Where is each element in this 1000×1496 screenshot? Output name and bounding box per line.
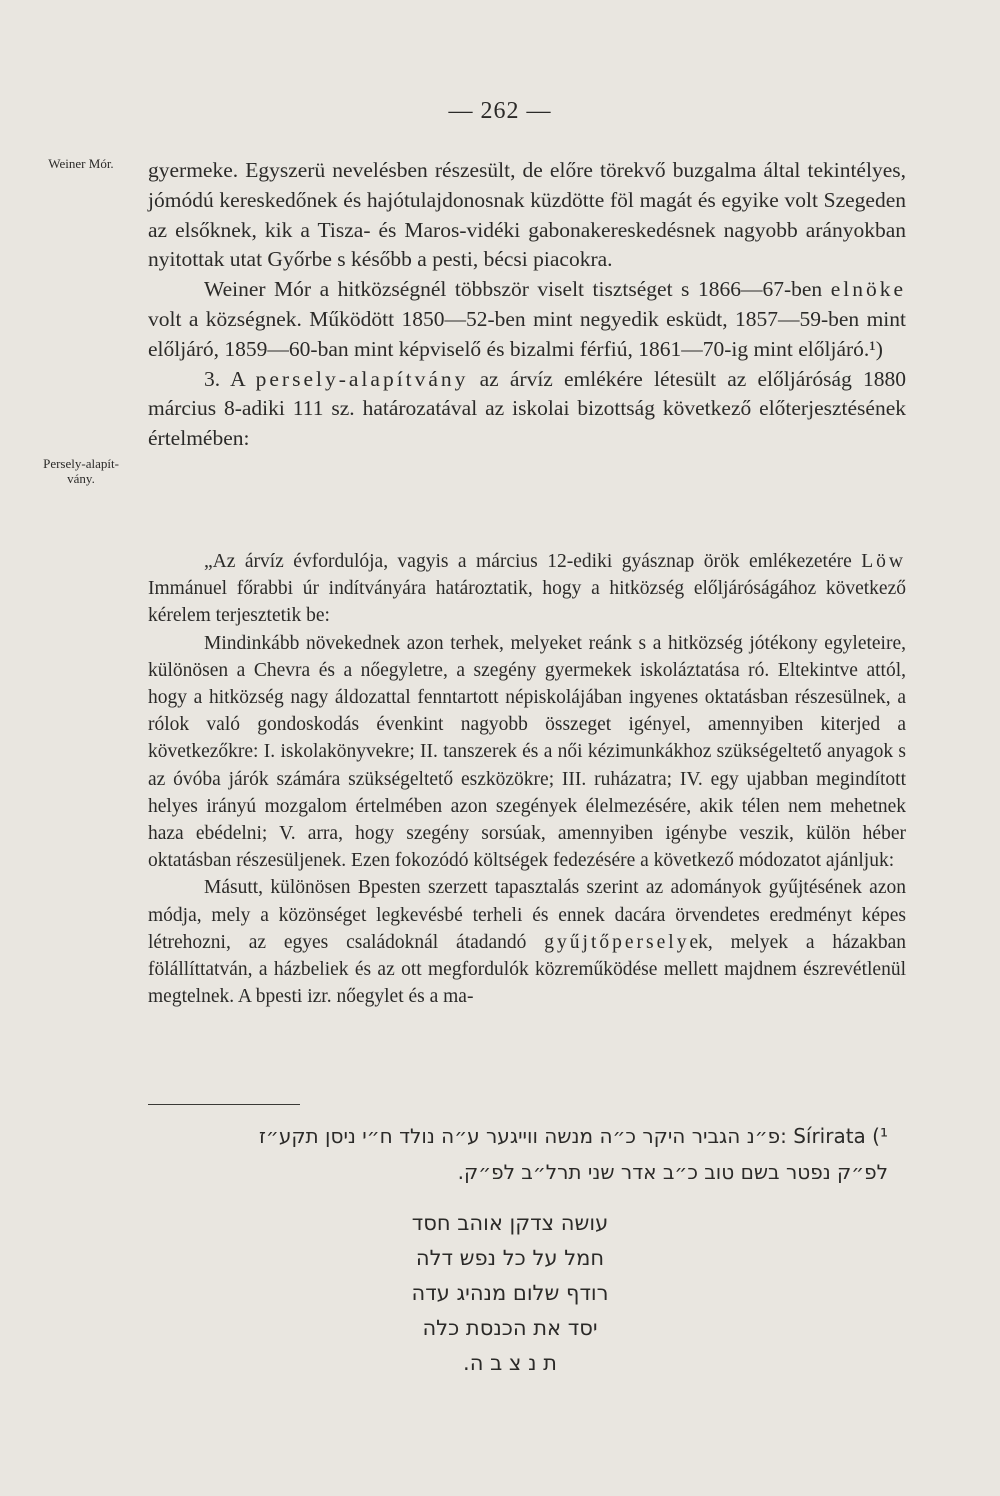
paragraph-2-text-b: volt a községnek. Működött 1850—52-ben mint negyedik esküdt, 1857—59-ben mint előljáró, 1859—60-ban mint képviselő és bizalmi férfiú, 1861—70-ig mint előljáró.¹) (148, 306, 906, 361)
quote-1-text-a: „Az árvíz évfordulója, vagyis a március 12-ediki gyásznap örök emlékezetére (204, 551, 862, 572)
paragraph-2 (148, 275, 906, 364)
epitaph-line-3: רודף שלום מנהיג עדה (411, 1281, 609, 1305)
paragraph-2-emphasis: elnöke (830, 277, 906, 302)
paragraph-3-text-b: az árvíz emlékére létesült az előljáróság 1880 március 8-adiki 111 sz. határozatával az iskolai bizottság következő előterjesztésének értelmében: (148, 366, 907, 451)
paragraph-3 (148, 365, 906, 454)
quoted-resolution (148, 548, 906, 1010)
quote-paragraph-3 (148, 874, 906, 1010)
footnote-line-2: לפ״ק נפטר בשם טוב כ״ב אדר שני תרל״ב לפ״ק. (457, 1160, 888, 1184)
epitaph-poem (340, 1206, 680, 1381)
quote-paragraph-2: Mindinkább növekednek azon terhek, melyeket reánk s a hitközség jótékony egyleteire, különösen a Chevra és a nőegyletre, a szegény gyermekek iskoláztatása ró. Eltekintve attól, hogy a hitközség nagy áldozattal fenntartott népiskolájában ingyenes oktatásban részesülnek, a rólok való gondoskodás évenkint nagyobb összeget igényel, amennyiben kiterjed a következőkre: I. iskolakönyvekre; II. tanszerek és a női kézimunkákhoz szükségeltető anyagok s az óvóba járók számára szükségeltető eszközökre; III. ruházatra; IV. egy ujabban megindított helyes irányú mozgalom értelmében azon szegények élelmezésére, akik télen nem mehetnek haza ebédelni; V. arra, hogy szegény sorsúak, amennyiben igénybe veszik, külön héber oktatásban részesüljenek. Ezen fokozódó költségek fedezésére a következő módozatot ajánljuk: (148, 632, 906, 872)
epitaph-line-5: ת נ צ ב ה. (463, 1351, 557, 1375)
epitaph-line-4: יסד את הכנסת כלה (422, 1316, 598, 1340)
main-text (148, 156, 906, 454)
quote-3-text-b: ek, melyek a házakban fölállíttatván, a házbeliek és az ott megfordulók közreműködése mellett majdnem észrevétlenül megtelnek. A bpesti izr. nőegylet és a ma- (148, 931, 906, 1008)
paragraph-1: gyermeke. Egyszerü nevelésben részesült, de előre törekvő buzgalma által tekintélyes, jómódú kereskedőnek és hajótulajdonosnak küzdötte föl magát és egyike volt Szegeden az elsőknek, kik a Tisza- és Maros-vidéki gabonakereskedésnek nagyobb arányokban nyitottak utat Győrbe s később a pesti, bécsi piacokra. (148, 158, 906, 272)
page-number: — 262 — (448, 98, 552, 124)
paragraph-2-text-a: Weiner Mór a hitközségnél többször viselt tisztséget s 1866—67-ben (204, 277, 831, 302)
quote-3-text-a: Másutt, különösen Bpesten szerzett tapasztalás szerint az adományok gyűjtésének azon módja, mely a közönséget legkevésbé terheli és ennek dacára örvendetes eredményt képes létrehozni, az egyes családoknál átadandó (148, 877, 906, 953)
paragraph-3-emphasis: persely-alapítvány (255, 366, 469, 391)
margin-note-persely: Persely-alapít- vány. (43, 456, 119, 486)
quote-paragraph-1 (148, 548, 906, 630)
quote-3-emphasis: gyűjtőpersely (544, 931, 690, 953)
margin-note-weiner: Weiner Mór. (48, 156, 114, 171)
epitaph-line-2: חמל על כל נפש דלה (415, 1246, 605, 1270)
paragraph-3-text-a: 3. A (204, 366, 256, 391)
quote-1-emphasis: Löw (861, 551, 906, 572)
quote-1-text-b: Immánuel főrabbi úr indítványára határoztatik, hogy a hitközség előljáróságához következő kérelem terjesztetik be: (148, 578, 906, 627)
footnote-line-1: Sírirata (¹ :פ״נ הגביר היקר כ״ה מנשה ווייגער ע״ה נולד ח״י ניסן תקע״ז (259, 1124, 888, 1148)
footnote-divider (148, 1104, 300, 1105)
epitaph-line-1: עושה צדקן אוהב חסד (411, 1211, 609, 1235)
